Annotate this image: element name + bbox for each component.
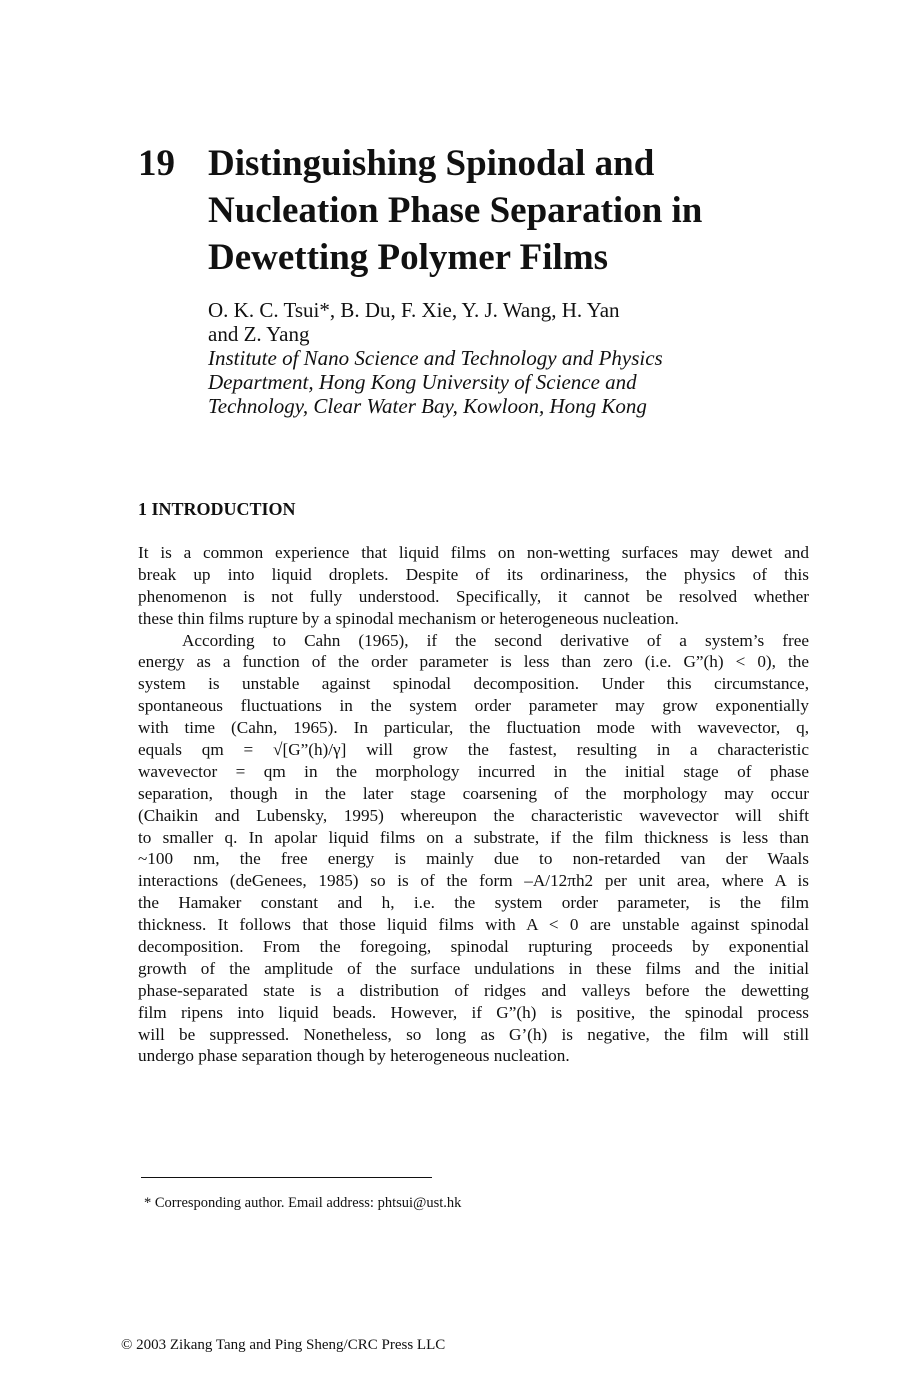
body-line: ~100 nm, the free energy is mainly due to non-retarded van der Waals bbox=[138, 849, 809, 869]
body-line: phenomenon is not fully understood. Specifically, it cannot be resolved whether bbox=[138, 586, 809, 606]
body-line: will be suppressed. Nonetheless, so long as G’(h) is negative, the film will still bbox=[138, 1024, 809, 1044]
chapter-title bbox=[208, 140, 848, 281]
body-text bbox=[138, 542, 809, 1067]
chapter-title-line: Nucleation Phase Separation in bbox=[208, 190, 703, 231]
body-line: equals qm = √[G”(h)/γ] will grow the fastest, resulting in a characteristic bbox=[138, 740, 809, 760]
footnote-divider bbox=[141, 1177, 432, 1178]
body-line: energy as a function of the order parameter is less than zero (i.e. G”(h) < 0), the bbox=[138, 652, 809, 672]
body-line: the Hamaker constant and h, i.e. the system order parameter, is the film bbox=[138, 893, 809, 913]
chapter-title-line: Distinguishing Spinodal and bbox=[208, 143, 655, 184]
section-heading: 1 INTRODUCTION bbox=[138, 499, 296, 519]
author-line: and Z. Yang bbox=[208, 322, 310, 346]
body-line: According to Cahn (1965), if the second derivative of a system’s free bbox=[182, 630, 809, 650]
body-line: spontaneous fluctuations in the system order parameter may grow exponentially bbox=[138, 696, 809, 716]
copyright-notice: © 2003 Zikang Tang and Ping Sheng/CRC Press LLC bbox=[121, 1337, 446, 1353]
affiliation-line: Technology, Clear Water Bay, Kowloon, Hong Kong bbox=[208, 394, 647, 418]
body-line: decomposition. From the foregoing, spinodal rupturing proceeds by exponential bbox=[138, 937, 809, 957]
affiliation-line: Institute of Nano Science and Technology and Physics bbox=[208, 346, 663, 370]
body-line: break up into liquid droplets. Despite of its ordinariness, the physics of this bbox=[138, 564, 809, 584]
body-line: growth of the amplitude of the surface undulations in these films and the initial bbox=[138, 958, 809, 978]
body-line: these thin films rupture by a spinodal mechanism or heterogeneous nucleation. bbox=[138, 608, 679, 628]
body-line: phase-separated state is a distribution of ridges and valleys before the dewetting bbox=[138, 980, 809, 1000]
body-line: (Chaikin and Lubensky, 1995) whereupon the characteristic wavevector will shift bbox=[138, 805, 809, 825]
body-line: to smaller q. In apolar liquid films on a substrate, if the film thickness is less than bbox=[138, 827, 809, 847]
author-line: O. K. C. Tsui*, B. Du, F. Xie, Y. J. Wang, H. Yan bbox=[208, 298, 620, 322]
affiliation-line: Department, Hong Kong University of Science and bbox=[208, 370, 637, 394]
body-line: wavevector = qm in the morphology incurred in the initial stage of phase bbox=[138, 761, 809, 781]
body-line: system is unstable against spinodal decomposition. Under this circumstance, bbox=[138, 674, 809, 694]
chapter-number: 19 bbox=[138, 143, 175, 184]
body-line: thickness. It follows that those liquid films with A < 0 are unstable against spinodal bbox=[138, 915, 809, 935]
body-line: It is a common experience that liquid films on non-wetting surfaces may dewet and bbox=[138, 543, 809, 562]
author-block bbox=[208, 298, 828, 418]
body-line: separation, though in the later stage coarsening of the morphology may occur bbox=[138, 783, 809, 803]
body-line: interactions (deGenees, 1985) so is of the form –A/12πh2 per unit area, where A is bbox=[138, 871, 809, 891]
body-line: with time (Cahn, 1965). In particular, the fluctuation mode with wavevector, q, bbox=[138, 718, 809, 738]
body-line: undergo phase separation though by heterogeneous nucleation. bbox=[138, 1046, 570, 1066]
chapter-title-line: Dewetting Polymer Films bbox=[208, 237, 609, 278]
body-line: film ripens into liquid beads. However, if G”(h) is positive, the spinodal process bbox=[138, 1002, 809, 1022]
footnote: * Corresponding author. Email address: phtsui@ust.hk bbox=[144, 1195, 462, 1211]
